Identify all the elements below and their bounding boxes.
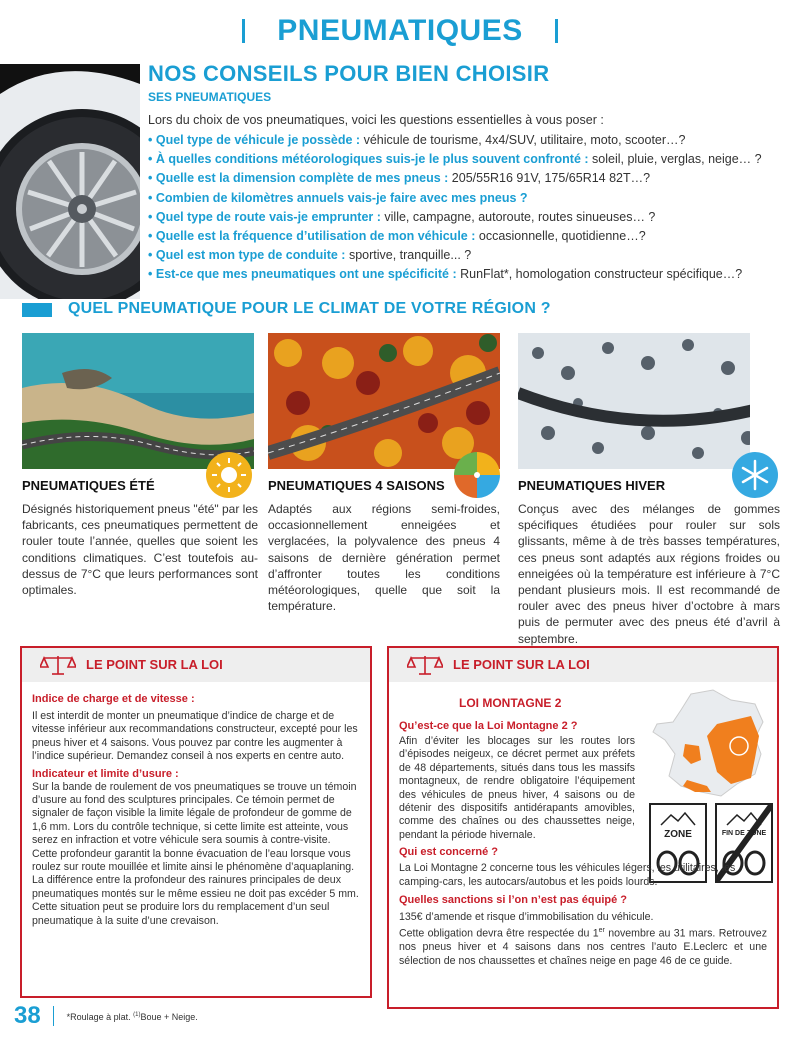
law-box-body (32, 692, 360, 928)
page-footer (14, 1002, 198, 1030)
winter-text: Conçus avec des mélanges de gommes spécifiques étudiées pour rouler sur sols glissants, même à de très basses températures, ces pneus sont adaptés aux régions froides ou enneigées où la température est inférieure à 7°C pendant plusieurs mois. Il est recommandé de rouler avec des pneus hiver d’octobre à mars puis de permuter avec des pneus été d’avril à septembre. (518, 502, 780, 646)
page-title: PNEUMATIQUES (277, 14, 523, 47)
climate-section-title (22, 298, 782, 322)
zone-sign-label: ZONE (664, 829, 692, 840)
law-box-header (22, 648, 370, 682)
summer-road-photo (22, 333, 254, 469)
question-item: • Est-ce que mes pneumatiques ont une spécificité : RunFlat*, homologation constructeur spécifique…? (148, 267, 743, 282)
page-header (0, 14, 800, 48)
four-seasons-column (268, 477, 500, 614)
header-bar-left (242, 19, 245, 43)
footnote: *Roulage à plat. $^{(1)}$Boue + Neige. (66, 1012, 198, 1022)
law-box-body (399, 692, 767, 968)
summer-title: PNEUMATIQUES ÉTÉ (22, 478, 155, 493)
climate-title: QUEL PNEUMATIQUE POUR LE CLIMAT DE VOTRE RÉGION ? (68, 300, 551, 317)
winter-road-photo (518, 333, 750, 469)
obligation-text: Cette obligation devra être respectée du 1er novembre au 31 mars. Retrouvez nos pneus hiver et 4 saisons dans nos centres l’auto E.Leclerc et une sélection de nos chaussettes et chaînes neige en page 46 de ce guide. (399, 927, 767, 967)
end-zone-sign-label: FIN DE ZONE (721, 830, 767, 837)
summer-text: Désignés historiquement pneus "été" par les fabricants, ces pneumatiques permettent de rouler toute l’année, quelles que soient les conditions climatiques. C’est toutefois au-dessus de 7°C que leurs performances sont optimales. (22, 502, 258, 598)
winter-column (518, 477, 780, 647)
section-marker (22, 303, 52, 317)
question-item: • Combien de kilomètres annuels vais-je faire avec mes pneus ? (148, 190, 528, 205)
law-box-title: LE POINT SUR LA LOI (453, 657, 590, 672)
law-box-right (387, 646, 779, 1009)
sanctions-heading: Quelles sanctions si l’on n’est pas équipé ? (399, 894, 628, 907)
law-box-left (20, 646, 372, 998)
advice-subheading: SES PNEUMATIQUES (148, 90, 272, 104)
sanctions-text: 135€ d’amende et risque d’immobilisation du véhicule. (399, 911, 654, 924)
four-seasons-text: Adaptés aux régions semi-froides, occasionnellement enneigées et verglacées, la polyvalence des pneus 4 saisons de dernière génération permet d’affronter toutes les conditions météorologiques, quelle que soit la température. (268, 502, 500, 614)
law-box-title: LE POINT SUR LA LOI (86, 657, 223, 672)
advice-lead: Lors du choix de vos pneumatiques, voici les questions essentielles à vous poser : (148, 113, 604, 127)
autumn-road-photo (268, 333, 500, 469)
question-item: • Quel est mon type de conduite : sportive, tranquille... ? (148, 248, 472, 263)
scale-icon (407, 654, 443, 681)
winter-title: PNEUMATIQUES HIVER (518, 478, 666, 493)
summer-column (22, 477, 258, 598)
question-item: • À quelles conditions météorologiques suis-je le plus souvent confronté : soleil, pluie, verglas, neige… ? (148, 152, 762, 167)
scale-icon (40, 654, 76, 681)
tread-difference-text: La différence entre la profondeur des rainures principales de deux pneumatiques montés sur le même essieu ne doit pas excéder 5 mm. Cette situation peut se produire lors du remplacement d’un seul pneumatique à la suite d’une crevaison. (32, 874, 359, 927)
question-item: • Quel type de route vais-je emprunter : ville, campagne, autoroute, routes sinueuses… ? (148, 209, 656, 224)
footer-divider (53, 1006, 54, 1026)
header-bar-right (555, 19, 558, 43)
aquaplaning-text: Cette profondeur garantit la bonne évacuation de l’eau lorsque vous roulez sur route mouillée et limite ainsi le phénomène d’aquaplaning. (32, 847, 355, 874)
advice-section (148, 62, 793, 285)
four-seasons-title: PNEUMATIQUES 4 SAISONS (268, 478, 445, 493)
question-item: • Quel type de véhicule je possède : véhicule de tourisme, 4x4/SUV, utilitaire, moto, scooter…? (148, 133, 686, 147)
loi-montagne-title: LOI MONTAGNE 2 (459, 696, 562, 710)
load-speed-heading: Indice de charge et de vitesse : (32, 693, 195, 705)
wear-heading: Indicateur et limite d’usure : (32, 767, 179, 780)
wear-text: Sur la bande de roulement de vos pneumatiques se trouve un témoin d’usure au fond des sculptures principales. Ce témoin permet de signaler de façon visible la limite légale de profondeur de gomme de 1,6 mm. Lors du contrôle technique, si cette limite est atteinte, vous serez en infraction et votre véhicule sera soumis à contre-visite. (32, 780, 357, 847)
question-item: • Quelle est la fréquence d’utilisation de mon véhicule : occasionnelle, quotidienne…? (148, 229, 646, 244)
page-number: 38 (14, 1002, 41, 1029)
advice-heading: NOS CONSEILS POUR BIEN CHOISIR (148, 61, 550, 86)
tire-photo (0, 64, 140, 299)
law-box-header (389, 648, 777, 682)
question-item: • Quelle est la dimension complète de mes pneus : 205/55R16 91V, 175/65R14 82T…? (148, 171, 651, 186)
load-speed-text: Il est interdit de monter un pneumatique d’indice de charge et de vitesse inférieur aux recommandations constructeur, excepté pour les pneus hiver et 4 saisons. Vous pouvez par contre les augmenter à l’indice supérieur. Demandez conseil à nos experts en centre auto. (32, 710, 358, 763)
what-is-heading: Qu’est-ce que la Loi Montagne 2 ? (399, 720, 578, 732)
who-text: La Loi Montagne 2 concerne tous les véhicules légers, les utilitaires, les camping-cars, les autocars/autobus et les poids lourds. (399, 862, 736, 888)
question-list (148, 131, 793, 285)
who-heading: Qui est concerné ? (399, 846, 499, 859)
what-is-text: Afin d’éviter les blocages sur les routes lors d’épisodes neigeux, ce décret permet aux préfets de 48 départements, situés dans tous les massifs montagneux, de rendre obligatoire l’équipement des véhicules de pneus hiver, 4 saisons ou de détenir des dispositifs antidérapants amovibles, comme des chaînes ou des chaussettes neige, pendant la période hivernale. (399, 735, 635, 841)
